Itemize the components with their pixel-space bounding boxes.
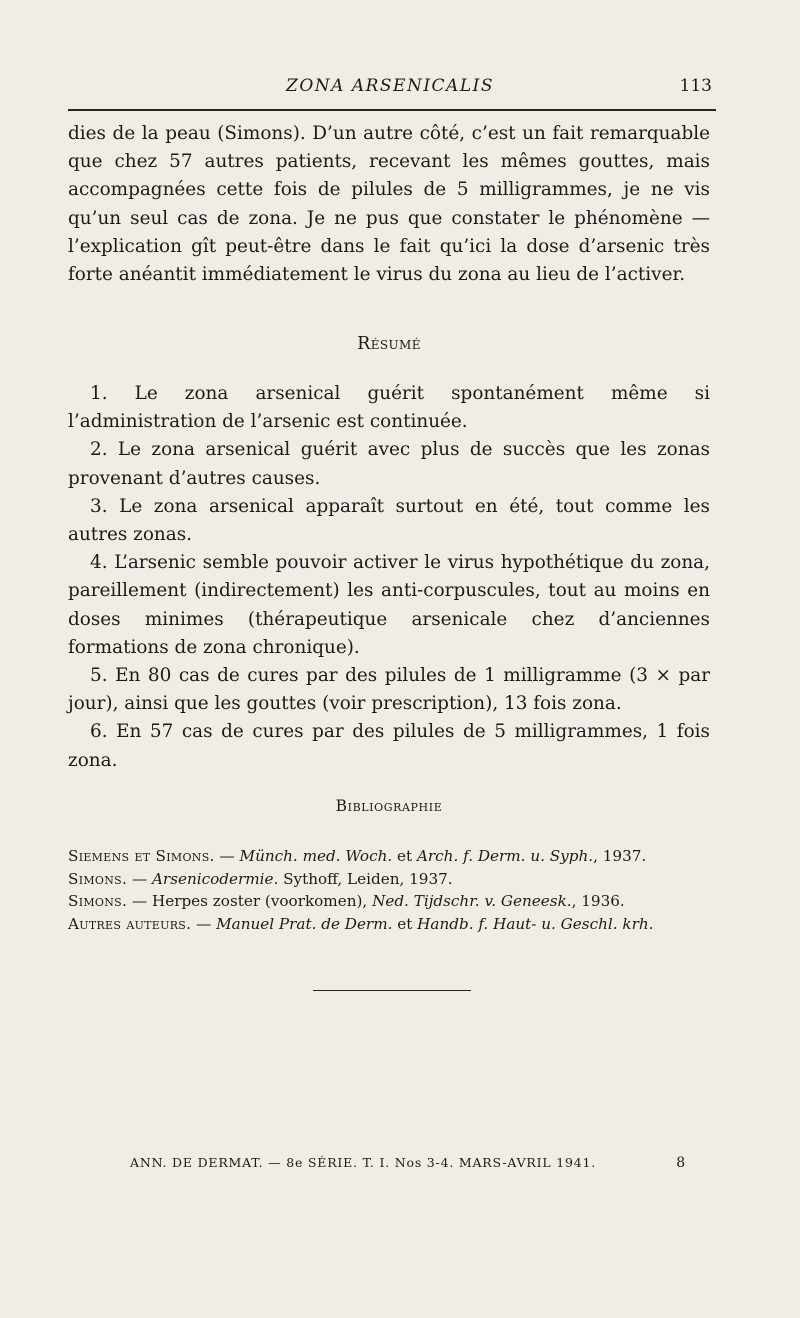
resume-heading: Résumé <box>357 334 421 354</box>
entry-connector: et <box>392 847 417 865</box>
entry-details: Sythoff, Leiden, 1937. <box>278 869 453 888</box>
bibliography-entry <box>68 913 718 936</box>
intro-paragraph: dies de la peau (Simons). D’un autre côté, c’est un fait remarquable que chez 57 autres patients, recevant les mêmes gouttes, mais accompagnées cette fois de pilules de 5 milligrammes, je ne vis qu’un seul cas de zona. Je ne pus que constater le phénomène — l’explication gît peut-être dans le fait qu’ici la dose d’arsenic très forte anéantit immédiatement le virus du zona au lieu de l’activer. <box>68 123 710 286</box>
summary-item: 2. Le zona arsenical guérit avec plus de succès que les zonas provenant d’autres causes. <box>68 439 710 489</box>
summary-item: 5. En 80 cas de cures par des pilules de 1 milligramme (3 × par jour), ainsi que les gouttes (voir prescription), 13 fois zona. <box>68 665 710 715</box>
entry-journal-2: Ned. Tijdschr. v. Geneesk. <box>372 892 572 910</box>
entry-dash: — <box>127 869 152 888</box>
footer <box>130 1155 686 1170</box>
running-title: ZONA ARSENICALIS <box>286 76 494 96</box>
entry-author: Simons. <box>68 892 128 910</box>
header-rule <box>68 109 716 111</box>
signature-mark: 8 <box>676 1155 686 1171</box>
entry-connector: Herpes zoster (voorkomen), <box>151 892 373 910</box>
entry-author: Siemens et Simons. <box>68 847 215 865</box>
summary-list <box>68 380 710 775</box>
summary-item: 6. En 57 cas de cures par des pilules de 5 milligrammes, 1 fois zona. <box>68 721 710 771</box>
entry-details: , 1937. <box>593 847 647 865</box>
entry-author: Autres auteurs. <box>68 914 192 933</box>
summary-item: 3. Le zona arsenical apparaît surtout en été, tout comme les autres zonas. <box>68 495 710 546</box>
entry-dash: — <box>214 847 240 865</box>
page-number: 113 <box>679 76 712 96</box>
entry-journal-2: Arch. f. Derm. u. Syph. <box>416 847 594 865</box>
footer-citation: ANN. DE DERMAT. — 8e SÉRIE. T. I. Nos 3-4. MARS-AVRIL 1941. <box>130 1155 597 1170</box>
entry-journal-2: Handb. f. Haut- u. Geschl. krh. <box>417 914 654 933</box>
bibliography-entry <box>68 845 718 868</box>
bibliography-entry <box>68 890 718 913</box>
entry-dash: — <box>127 892 152 910</box>
running-head <box>68 76 712 100</box>
entry-journal: Münch. med. Woch. <box>239 847 393 865</box>
end-rule <box>313 990 471 991</box>
summary-item: 4. L’arsenic semble pouvoir activer le virus hypothétique du zona, pareillement (indirectement) les anti-corpuscules, tout au moins en doses minimes (thérapeutique arsenicale chez d’anciennes formations de zona chronique). <box>68 552 710 658</box>
entry-author: Simons. <box>68 869 128 888</box>
entry-details: , 1936. <box>571 892 625 910</box>
bibliography-list <box>68 845 718 935</box>
bibliography-entry <box>68 868 718 891</box>
bibliography-heading: Bibliographie <box>335 797 443 815</box>
entry-journal: Manuel Prat. de Derm. <box>216 914 393 933</box>
summary-item: 1. Le zona arsenical guérit spontanément même si l’administration de l’arsenic est continuée. <box>68 383 710 433</box>
entry-connector: et <box>392 914 418 933</box>
entry-journal: Arsenicodermie. <box>151 869 279 888</box>
entry-dash: — <box>191 914 217 933</box>
